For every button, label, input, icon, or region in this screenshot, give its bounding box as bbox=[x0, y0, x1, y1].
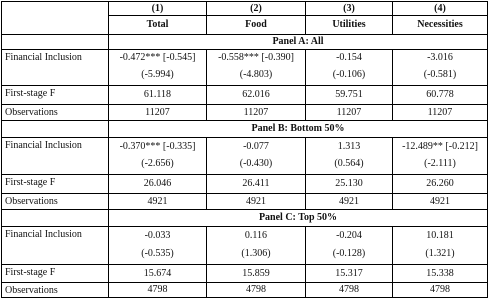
tstat-cell: (-0.430) bbox=[207, 155, 306, 175]
regression-table bbox=[1, 1, 488, 298]
coef-cell: -12.489** [-0.212] bbox=[393, 138, 488, 155]
first-stage-row bbox=[2, 265, 488, 283]
tstat-cell: (-5.994) bbox=[109, 66, 207, 86]
obs-cell: 11207 bbox=[393, 105, 488, 121]
column-label: Utilities bbox=[306, 16, 393, 35]
column-number: (1) bbox=[109, 2, 207, 16]
column-number-row bbox=[2, 2, 488, 16]
column-label: Food bbox=[207, 16, 306, 35]
coef-cell: -0.033 bbox=[109, 227, 207, 245]
row-label-observations: Observations bbox=[2, 194, 109, 210]
header-corner bbox=[2, 2, 109, 35]
panel-header-row bbox=[2, 35, 488, 50]
tstat-cell: (-2.656) bbox=[109, 155, 207, 175]
obs-cell: 4798 bbox=[306, 283, 393, 298]
tstat-cell: (-0.581) bbox=[393, 66, 488, 86]
coef-cell: -0.204 bbox=[306, 227, 393, 245]
panel-header-row bbox=[2, 210, 488, 227]
f-cell: 60.778 bbox=[393, 86, 488, 105]
f-cell: 15.674 bbox=[109, 265, 207, 283]
f-cell: 59.751 bbox=[306, 86, 393, 105]
row-label-first-stage-f: First-stage F bbox=[2, 86, 109, 105]
column-label: Necessities bbox=[393, 16, 488, 35]
tstat-cell: (1.321) bbox=[393, 245, 488, 265]
column-number: (4) bbox=[393, 2, 488, 16]
f-cell: 26.411 bbox=[207, 175, 306, 194]
obs-cell: 4921 bbox=[207, 194, 306, 210]
coef-cell: -0.472*** [-0.545] bbox=[109, 50, 207, 66]
f-cell: 26.260 bbox=[393, 175, 488, 194]
coef-row bbox=[2, 227, 488, 245]
f-cell: 15.317 bbox=[306, 265, 393, 283]
obs-cell: 4921 bbox=[393, 194, 488, 210]
f-cell: 62.016 bbox=[207, 86, 306, 105]
row-label-financial-inclusion: Financial Inclusion bbox=[2, 227, 109, 265]
f-cell: 61.118 bbox=[109, 86, 207, 105]
obs-cell: 4798 bbox=[393, 283, 488, 298]
row-label-first-stage-f: First-stage F bbox=[2, 175, 109, 194]
observations-row bbox=[2, 283, 488, 298]
coef-row bbox=[2, 138, 488, 155]
row-label-financial-inclusion: Financial Inclusion bbox=[2, 138, 109, 175]
row-label-first-stage-f: First-stage F bbox=[2, 265, 109, 283]
tstat-cell: (-2.111) bbox=[393, 155, 488, 175]
panel-title: Panel C: Top 50% bbox=[109, 210, 488, 227]
coef-cell: -0.077 bbox=[207, 138, 306, 155]
obs-cell: 4798 bbox=[207, 283, 306, 298]
coef-cell: 1.313 bbox=[306, 138, 393, 155]
observations-row bbox=[2, 105, 488, 121]
obs-cell: 11207 bbox=[306, 105, 393, 121]
obs-cell: 4921 bbox=[306, 194, 393, 210]
first-stage-row bbox=[2, 175, 488, 194]
coef-cell: -0.370*** [-0.335] bbox=[109, 138, 207, 155]
column-label: Total bbox=[109, 16, 207, 35]
f-cell: 26.046 bbox=[109, 175, 207, 194]
coef-cell: 0.116 bbox=[207, 227, 306, 245]
coef-cell: 10.181 bbox=[393, 227, 488, 245]
coef-row bbox=[2, 50, 488, 66]
row-label-financial-inclusion: Financial Inclusion bbox=[2, 50, 109, 86]
coef-cell: -0.558*** [-0.390] bbox=[207, 50, 306, 66]
obs-cell: 4798 bbox=[109, 283, 207, 298]
obs-cell: 11207 bbox=[109, 105, 207, 121]
obs-cell: 4921 bbox=[109, 194, 207, 210]
row-label-observations: Observations bbox=[2, 105, 109, 121]
first-stage-row bbox=[2, 86, 488, 105]
row-label-observations: Observations bbox=[2, 283, 109, 298]
obs-cell: 11207 bbox=[207, 105, 306, 121]
panel-title: Panel B: Bottom 50% bbox=[109, 121, 488, 138]
coef-cell: -3.016 bbox=[393, 50, 488, 66]
column-number: (2) bbox=[207, 2, 306, 16]
panel-title: Panel A: All bbox=[109, 35, 488, 50]
coef-cell: -0.154 bbox=[306, 50, 393, 66]
f-cell: 25.130 bbox=[306, 175, 393, 194]
panel-header-row bbox=[2, 121, 488, 138]
tstat-cell: (-4.803) bbox=[207, 66, 306, 86]
tstat-cell: (1.306) bbox=[207, 245, 306, 265]
tstat-cell: (-0.128) bbox=[306, 245, 393, 265]
tstat-cell: (-0.535) bbox=[109, 245, 207, 265]
f-cell: 15.859 bbox=[207, 265, 306, 283]
observations-row bbox=[2, 194, 488, 210]
column-number: (3) bbox=[306, 2, 393, 16]
f-cell: 15.338 bbox=[393, 265, 488, 283]
tstat-cell: (-0.106) bbox=[306, 66, 393, 86]
tstat-cell: (0.564) bbox=[306, 155, 393, 175]
